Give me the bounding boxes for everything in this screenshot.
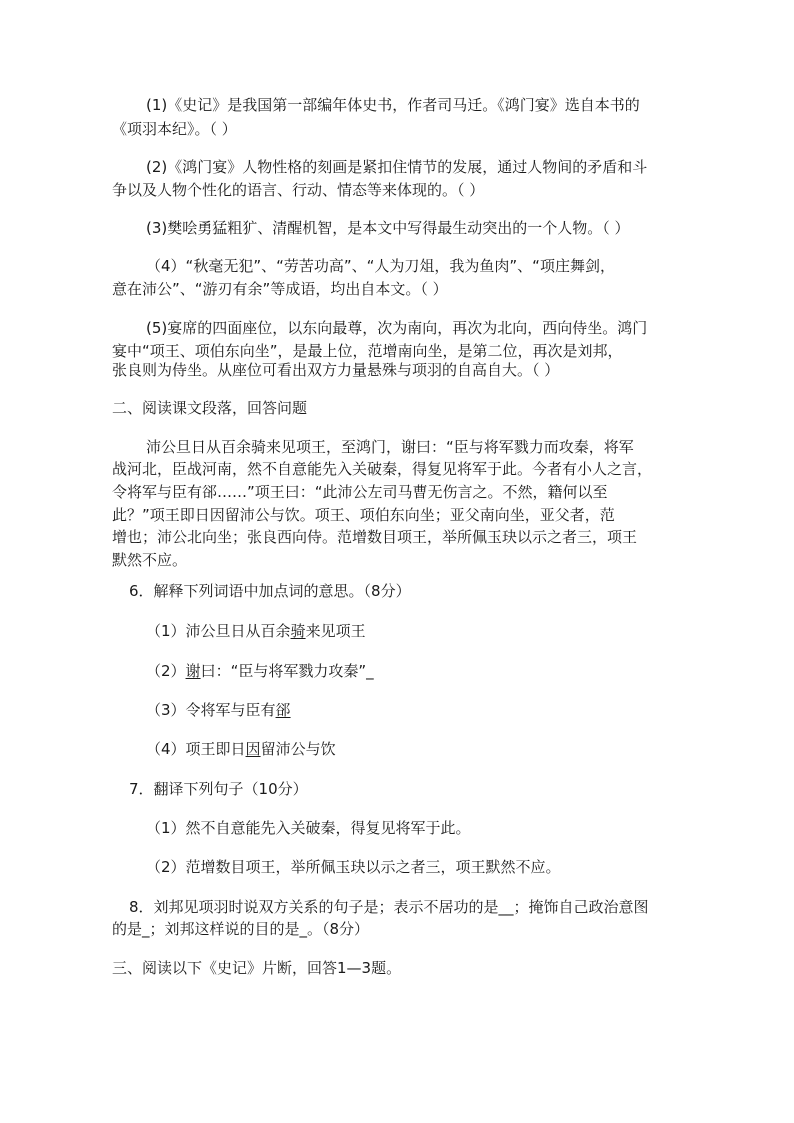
passage-line-6: 默然不应。 <box>112 551 188 569</box>
question-6-item-1: （1）沛公旦日从百余骑来见项王 <box>146 622 366 640</box>
dotted-word: 骑 <box>290 622 306 640</box>
dotted-word: 谢 <box>185 662 201 680</box>
question-7-prompt: 7．翻译下列句子（10分） <box>129 780 308 798</box>
passage-line-1: 沛公旦日从百余骑来见项王，至鸿门，谢曰：“臣与将军戮力而攻秦，将军 <box>146 438 634 456</box>
statement-3-line-1: (3)樊哙勇猛粗犷、清醒机智，是本文中写得最生动突出的一个人物。（ ） <box>146 219 630 237</box>
statement-5-line-2: 宴中“项王、项伯东向坐”，是最上位，范增南向坐，是第二位，再次是刘邦， <box>112 342 623 360</box>
statement-5-line-3: 张良则为侍坐。从座位可看出双方力量悬殊与项羽的自高自大。（ ） <box>112 361 560 379</box>
dotted-word: 因 <box>245 740 261 758</box>
statement-2-line-2: 争以及人物个性化的语言、行动、情态等来体现的。（ ） <box>112 181 485 199</box>
statement-4-line-2: 意在沛公”、“游刃有余”等成语，均出自本文。（ ） <box>112 280 448 298</box>
section-3-heading: 三、阅读以下《史记》片断，回答1—3题。 <box>112 959 402 977</box>
question-6-prompt: 6．解释下列词语中加点词的意思。（8分） <box>129 582 411 600</box>
question-6-item-3: （3）令将军与臣有郤 <box>146 701 291 719</box>
statement-1-line-2: 《项羽本纪》。（ ） <box>112 120 237 138</box>
statement-4-line-1: （4）“秋毫无犯”、“劳苦功高”、“人为刀俎，我为鱼肉”、“项庄舞剑， <box>146 257 615 275</box>
question-7-item-2: （2）范增数目项王，举所佩玉玦以示之者三，项王默然不应。 <box>146 858 561 876</box>
question-8-line-1: 8．刘邦见项羽时说双方关系的句子是；表示不居功的是__；掩饰自己政治意图 <box>129 898 649 916</box>
question-6-item-2: （2）谢曰：“臣与将军戮力攻秦”_ <box>146 662 374 680</box>
statement-2-line-1: (2)《鸿门宴》人物性格的刻画是紧扣住情节的发展，通过人物间的矛盾和斗 <box>146 158 648 176</box>
dotted-word: 郤 <box>275 701 291 719</box>
passage-line-5: 增也；沛公北向坐；张良西向侍。范增数目项王，举所佩玉玦以示之者三，项王 <box>112 528 638 546</box>
statement-1-line-1: (1)《史记》是我国第一部编年体史书，作者司马迁。《鸿门宴》选自本书的 <box>146 96 640 114</box>
question-8-line-2: 的是_；刘邦这样说的目的是_。（8分） <box>112 920 370 938</box>
question-7-item-1: （1）然不自意能先入关破秦，得复见将军于此。 <box>146 819 471 837</box>
section-2-heading: 二、阅读课文段落，回答问题 <box>112 399 308 417</box>
question-6-item-4: （4）项王即日因留沛公与饮 <box>146 740 336 758</box>
statement-5-line-1: (5)宴席的四面座位，以东向最尊，次为南向，再次为北向，西向侍坐。鸿门 <box>146 319 648 337</box>
passage-line-2: 战河北，臣战河南，然不自意能先入关破秦，得复见将军于此。今者有小人之言， <box>112 460 653 478</box>
passage-line-3: 令将军与臣有郤……”项王曰：“此沛公左司马曹无伤言之。不然，籍何以至 <box>112 483 608 501</box>
passage-line-4: 此？”项王即日因留沛公与饮。项王、项伯东向坐；亚父南向坐，亚父者，范 <box>112 506 615 524</box>
